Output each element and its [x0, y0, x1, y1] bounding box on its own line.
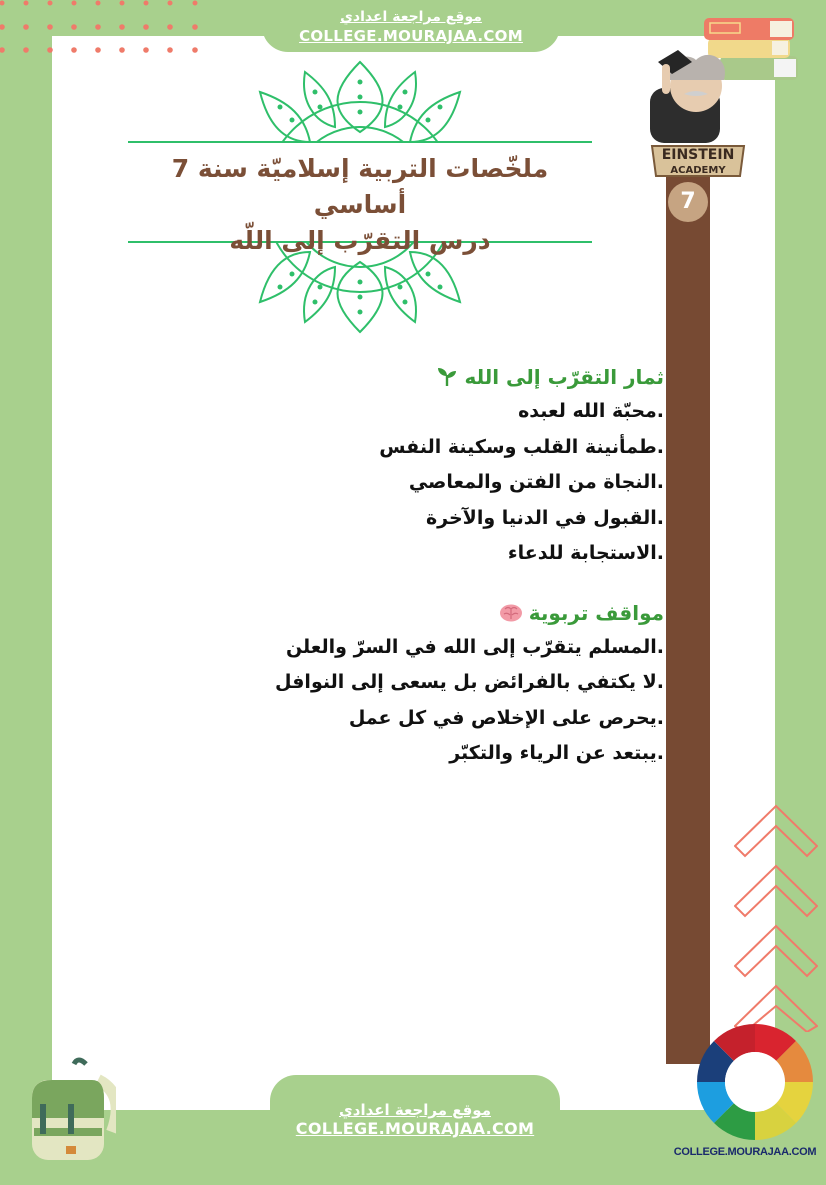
section-heading-text: مواقف تربوية [528, 600, 664, 625]
header-site-name[interactable]: موقع مراجعة اعدادي [340, 9, 482, 25]
grade-number-badge: 7 [668, 182, 708, 222]
list-item: .يحرص على الإخلاص في كل عمل [348, 706, 664, 729]
list-item: .الاستجابة للدعاء [507, 542, 664, 564]
lesson-content [244, 360, 664, 796]
subjects-wheel-logo [695, 1022, 815, 1142]
header-site-banner[interactable] [262, 0, 560, 52]
lesson-title: درس التقرّب إلى اللّه [229, 226, 491, 255]
chevron-up-decoration [734, 792, 818, 1032]
page-title: ملخّصات التربية إسلاميّة سنة 7 أساسي [171, 154, 549, 219]
academy-name-line2: ACADEMY [670, 165, 726, 176]
section-educational-stances [244, 596, 664, 772]
dot-pattern-decoration-row [0, 44, 200, 56]
page-title-block [128, 141, 592, 255]
academy-name-line1: EINSTEIN [661, 147, 735, 163]
einstein-mascot-illustration [648, 28, 748, 178]
backpack-illustration [16, 1054, 116, 1162]
header-site-url-link[interactable]: COLLEGE.MOURAJAA.COM [299, 27, 523, 45]
list-item: .يبتعد عن الرياء والتكبّر [449, 742, 664, 764]
list-item: .محبّة الله لعبده [518, 400, 664, 422]
list-item: .طمأنينة القلب وسكينة النفس [379, 435, 664, 458]
section-fruits [244, 360, 664, 572]
seedling-icon [436, 366, 458, 388]
list-item: .المسلم يتقرّب إلى الله في السرّ والعلن [285, 635, 664, 658]
list-item: .النجاة من الفتن والمعاصي [408, 471, 664, 493]
footer-site-name[interactable]: موقع مراجعة اعدادي [339, 1101, 491, 1119]
footer-logo-caption: COLLEGE.MOURAJAA.COM [673, 1146, 817, 1158]
brain-icon [499, 603, 523, 623]
list-item: .القبول في الدنيا والآخرة [425, 506, 664, 529]
footer-site-url-link[interactable]: COLLEGE.MOURAJAA.COM [295, 1119, 535, 1138]
section-heading-text: ثمار التقرّب إلى الله [464, 365, 664, 389]
list-item: .لا يكتفي بالفرائض بل يسعى إلى النوافل [275, 671, 664, 693]
section-heading [244, 596, 664, 630]
section-heading [244, 360, 664, 394]
side-brown-bar [666, 172, 710, 1064]
